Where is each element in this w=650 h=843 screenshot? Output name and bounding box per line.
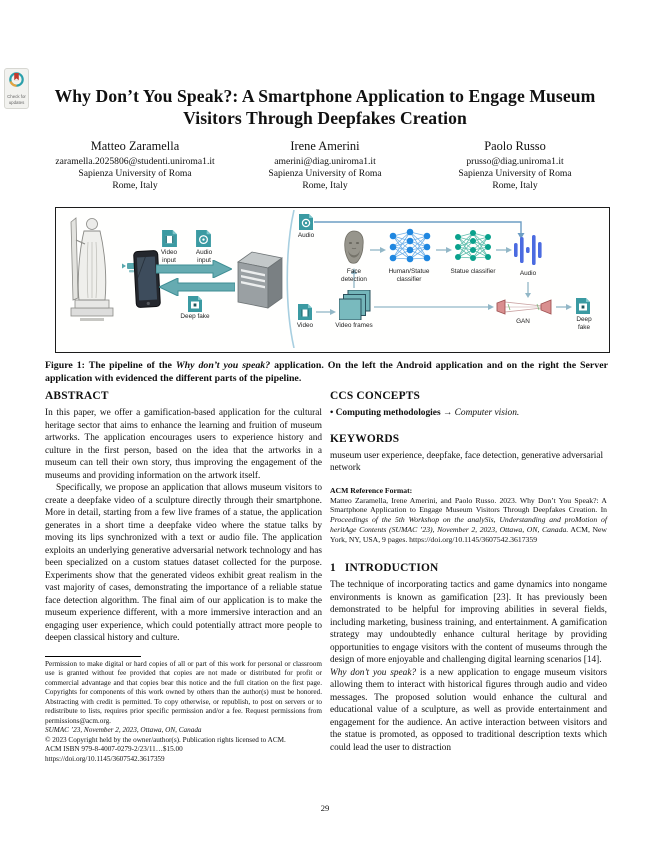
download-arrow (159, 278, 235, 296)
permission-footnote (45, 656, 322, 764)
classifier-to-audio-arrow (496, 246, 512, 254)
caption-part1: Figure 1: The pipeline of the (45, 360, 176, 371)
paper-title: Why Don’t You Speak?: A Smartphone Application to Engage Museum Visitors Through Deepfakes Creation (54, 86, 596, 129)
audio-wave-label: Audio (519, 270, 537, 277)
human-statue-classifier-label: Human/Statue classifier (388, 268, 430, 283)
author-name: Matteo Zaramella (90, 139, 180, 153)
caption-part2: application. On the left the Android application and on the right the Server application with evidenced the different parts of the pipeline. (45, 360, 608, 385)
right-column (330, 390, 607, 754)
audio-file-label: Audio (297, 232, 315, 239)
author-affiliation: Sapienza University of Roma (268, 168, 382, 180)
author-city: Rome, Italy (492, 180, 538, 192)
audio-input-label: Audio input (195, 249, 213, 264)
author-email: prusso@diag.uniroma1.it (466, 156, 564, 167)
video-frames-icon (339, 290, 371, 320)
author-email: amerini@diag.uniroma1.it (274, 156, 376, 167)
permission-text: Permission to make digital or hard copies of all or part of this work for personal or classroom use is granted without fee provided that copies are not made or distributed for profit or commercial advantage and that copies bear this notice and the full citation on the first page. Copyrights for components of this work owned by others than the author(s) must be honored. Abstracting with credit is permitted. To copy otherwise, or republish, to post on servers or to redistribute to lists, requires prior specific permission and/or a fee. Request permissions from permissions@acm.org. (45, 660, 322, 725)
deepfake-left-label: Deep fake (180, 313, 210, 320)
copyright-line: © 2023 Copyright held by the owner/author(s). Publication rights licensed to ACM. (45, 735, 286, 744)
introduction-heading: 1 INTRODUCTION (330, 562, 439, 575)
deepfake-output-icon (576, 298, 590, 314)
badge-label: Check for updates (7, 94, 26, 105)
author-2 (230, 139, 420, 193)
author-affiliation: Sapienza University of Roma (458, 168, 572, 180)
gan-to-deepfake-arrow (556, 303, 572, 311)
audio-to-gan-arrow (524, 282, 532, 299)
video-frames-label: Video frames (335, 322, 373, 329)
figure-1-pipeline (55, 207, 610, 353)
frames-to-gan-arrow (374, 303, 494, 311)
video-input-file-icon (162, 230, 177, 247)
keywords-text: museum user experience, deepfake, face detection, generative adversarial network (330, 450, 604, 473)
conference-line: SUMAC ’23, November 2, 2023, Ottawa, ON, Canada (45, 726, 202, 735)
face-detection-label: Face detection (341, 268, 367, 283)
crossmark-icon (9, 72, 24, 92)
acm-ref-text: Matteo Zaramella, Irene Amerini, and Paolo Russo. 2023. Why Don’t You Speak?: A Smartphone Application to Engage Museum Visitors Through Deepfakes Creation. In Proceedings of the 5th Workshop on the analySis, Understanding and proMotion of heritAge Contents (SUMAC ’23), November 2, 2023, Ottawa, ON, Canada. ACM, New York, NY, USA, 9 pages. https://doi.org/10.1145/3607542.3617359 (330, 495, 607, 545)
audio-waveform-icon (514, 234, 542, 266)
gan-icon (496, 298, 552, 316)
figure-caption (45, 359, 608, 385)
abstract-paragraph-2: Specifically, we propose an application that allows museum visitors to create a deepfake video of a sculpture directly through their smartphone. More in detail, starting from a few live frames of a statue, the application generates in a short time a deepfake video where the statue talks by moving its lips synchronized with a text or audio file. The application exploits an underlying generative adversarial network technology and has been specialized on a custom statues dataset collected for the purpose. Experiments show that the generated videos exhibit great realism in the vast majority of cases, demonstrating the importance of a reliable statue face detection algorithm. The final aim of our application is to make the museum experience different, with a more immersive interaction and an engaging user experience, which could potentially attract more people to deepen classical history and culture. (45, 483, 322, 643)
caption-italic: Why don’t you speak? (175, 360, 271, 371)
audio-input-file-icon (196, 230, 211, 247)
upload-arrow (156, 260, 232, 278)
author-affiliation: Sapienza University of Roma (78, 168, 192, 180)
audio-file-icon (299, 214, 313, 230)
video-file-label: Video (296, 322, 314, 329)
acm-ref-heading: ACM Reference Format: (330, 485, 413, 495)
author-name: Irene Amerini (290, 139, 360, 153)
author-block (40, 139, 610, 193)
ccs-heading: CCS CONCEPTS (330, 390, 421, 402)
deepfake-file-icon (188, 296, 202, 312)
isbn-line: ACM ISBN 979-8-4007-0279-2/23/11…$15.00 (45, 745, 183, 754)
keywords-heading: KEYWORDS (330, 432, 400, 445)
statue-classifier-label: Statue classifier (450, 268, 496, 275)
left-column (45, 390, 322, 645)
author-email: zaramella.2025806@studenti.uniroma1.it (55, 156, 215, 167)
author-3 (420, 139, 610, 193)
server-icon (236, 248, 284, 310)
page-number: 29 (320, 803, 330, 813)
face-to-classifier-arrow (370, 246, 386, 254)
author-city: Rome, Italy (302, 180, 348, 192)
human-statue-classifier-network (388, 228, 432, 266)
author-city: Rome, Italy (112, 180, 158, 192)
statue-classifier-network (454, 230, 492, 264)
deepfake-right-label: Deep fake (576, 316, 592, 331)
classifier-to-classifier-arrow (436, 246, 452, 254)
video-file-icon (298, 304, 312, 320)
introduction-paragraph-1: The technique of incorporating tactics and game dynamics into nongame environments is known as gamification [23]. It has previously been demonstrated to be helpful for improving abilities in several fields, including marketing, business training, and entertainment. A gamification strategy may undoubtedly enhance cultural heritage by providing opportunities to engage visitors with the content of museums through the design of more enjoyable and challenging digital learning scenarios [14]. (330, 580, 607, 666)
author-1 (40, 139, 230, 193)
author-name: Paolo Russo (484, 139, 546, 153)
arrow-glyph: → (442, 408, 453, 418)
introduction-paragraph-2: Why don’t you speak? is a new application to engage museum visitors allowing them to interact with historical figures through audio and video messages. The proposed solution would enhance the cultural and educational value of a sculpture, as well as provide entertainment and engagement for the audience. An active interaction between visitors and the statue is promoted, as opposed to traditional description texts which could lead the user to distraction (330, 667, 608, 753)
statue-illustration (62, 212, 122, 326)
ccs-concepts-line: • Computing methodologies → Computer vision. (330, 408, 520, 418)
gan-label: GAN (516, 318, 530, 325)
abstract-paragraph-1: In this paper, we offer a gamification-based application for the cultural heritage sector that aims to enhance the learning and fruition of museum artworks. The application encourages users to experience history and culture in the first person, based on the idea that the artworks in a museum can tell their own story, thus improving the engagement of the museums and providing information on the artwork itself. (45, 408, 322, 481)
doi-line: https://doi.org/10.1145/3607542.3617359 (45, 754, 165, 763)
face-detection-image (342, 230, 366, 266)
check-for-updates-button[interactable] (4, 68, 29, 109)
footnote-rule (45, 656, 141, 657)
video-input-label: Video input (160, 249, 178, 264)
abstract-heading: ABSTRACT (45, 390, 109, 402)
video-to-frames-arrow (316, 308, 336, 316)
